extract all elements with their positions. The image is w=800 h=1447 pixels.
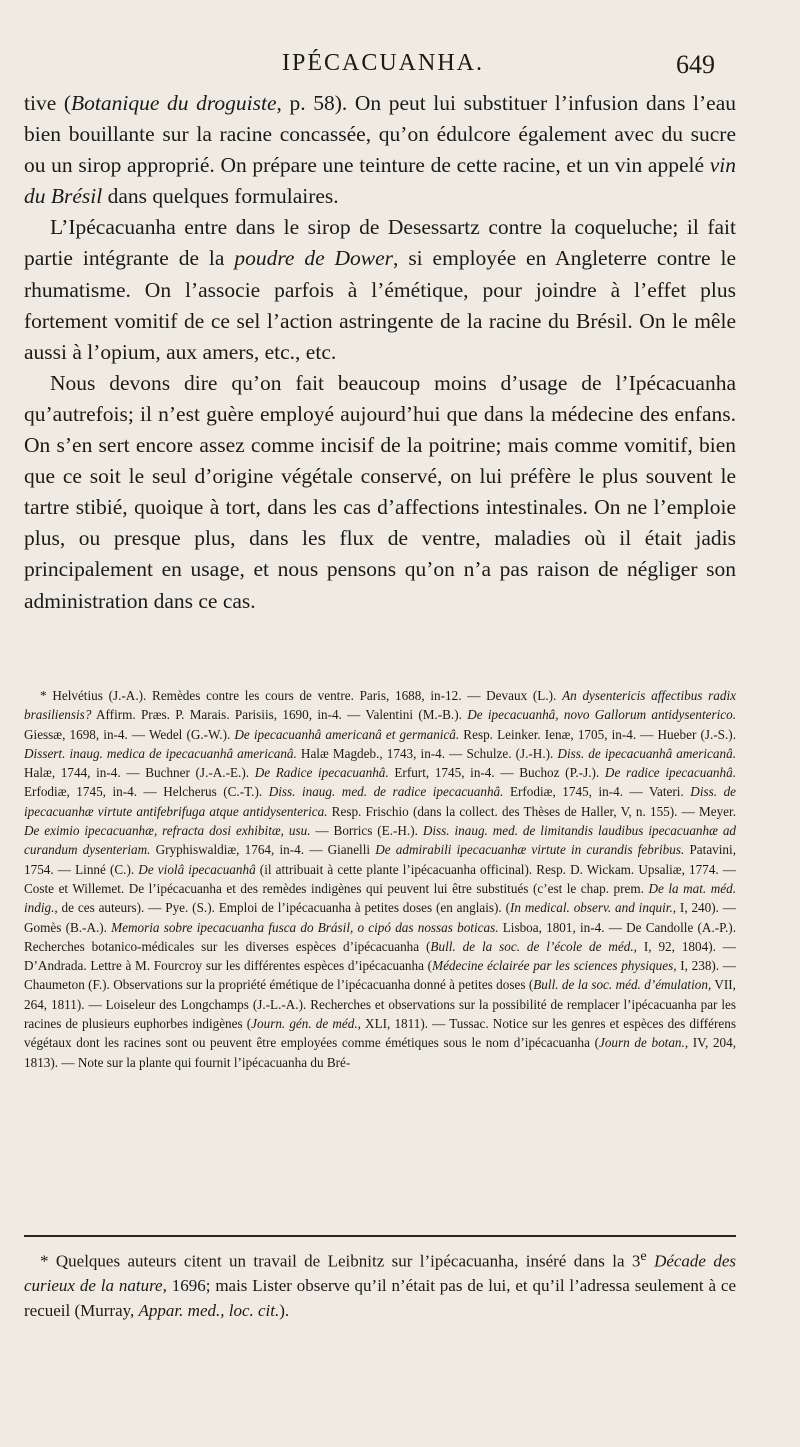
text-run: , si employée en Angleterre contre le rhumatisme. On l’associe parfois à l’émétique, pour joindre à l’effet plus fortement vomitif de ce sel l’action astringente de la racine du Brésil. On le mêle aussi à l’opium, aux amers, etc., etc. [24,246,736,364]
text-run: Lisboa, 1801, in-4. — De Candolle (A.-P.). Recherches botanico-médicales sur les diverses espèces d’ipécacuanha ( [24,919,736,954]
italic-title: Journ de botan., [598,1035,689,1051]
italic-title: De la mat. méd. indig., [24,880,736,916]
footnote-separator [24,1235,736,1237]
italic-title: Bull. de la soc. méd. d’émulation, [533,977,712,993]
text-run: IV, 204, 1813). — Note sur la plante qui fournit l’ipécacuanha du Bré- [24,1035,736,1070]
text-run: I, 92, 1804). — D’Andrada. Lettre à M. Fourcroy sur les différentes espèces d’ipécacuanha ( [24,938,736,974]
text-run: VII, 264, 1811). — Loiseleur des Longchamps (J.-L.-A.). Recherches et observations sur la possibilité de remplacer l’ipécacuanha par les racines de plusieurs euphorbes indigènes ( [24,977,736,1032]
main-text [24,88,736,617]
text-run: * Helvétius (J.-A.). Remèdes contre les cours de ventre. Paris, 1688, in-12. — Devaux (L.). [40,688,563,703]
italic-title: Diss. inaug. med. de limitandis laudibus ipecacuanhæ ad curandum dysenteriam. [24,823,737,858]
superscript: e [640,1248,647,1264]
paragraph-3 [24,368,736,617]
running-title: IPÉCACUANHA. [282,50,485,76]
italic-title: De admirabili ipecacuanhæ virtute in curandis febribus. [375,842,685,858]
italic-title: De ipecacuanhâ, novo Gallorum antidysenterico. [467,707,736,723]
footnote-paragraph [24,1244,736,1323]
text-run: Resp. Leinker. Ienæ, 1705, in-4. — Hueber (J.-S.). [459,726,736,742]
italic-term: poudre de Dower [234,246,394,271]
italic-title: Journ. gén. de méd., [251,1016,361,1032]
text-run: dans quelques formulaires. [102,184,339,209]
italic-title: De ipecacuanhâ americanâ et germanicâ. [234,726,460,742]
footnote [24,1244,736,1323]
text-run: Nous devons dire qu’on fait beaucoup moins d’usage de l’Ipécacuanha qu’autrefois; il n’est guère employé aujourd’hui que dans la médecine des enfans. On s’en sert encore assez comme incisif de la poitrine; mais comme vomitif, bien que ce soit le seul d’origine végétale conservé, on lui préfère le plus souvent le tartre stibié, quoique à tort, dans les cas d’affections intestinales. On ne l’emploie plus, ou presque plus, dans les flux de ventre, maladies où il était jadis principalement en usage, et nous pensons qu’on n’a pas raison de négliger son administration dans ce cas. [24,370,736,613]
italic-title: Bull. de la soc. de l’école de méd., [430,938,637,954]
page-number: 649 [676,50,715,79]
text-run [647,1252,654,1271]
text-run: I, 240). — Gomès (B.-A.). [24,900,736,935]
text-run: Erfodiæ, 1745, in-4. — Helcherus (C.-T.). [24,784,269,800]
text-run: I, 238). — Chaumeton (F.). Observations sur la propriété émétique de l’ipécacuanha donné à petites doses ( [24,958,736,993]
text-run: , p. 58). On peut lui substituer l’infusion dans l’eau bien bouillante sur la racine concassée, qu’on édulcore également avec du sucre ou un sirop approprié. On prépare une teinture de cette racine, et un vin appelé [24,91,736,178]
italic-title: Décade des curieux de la nature, [24,1251,737,1296]
text-run: Erfodiæ, 1745, in-4. — Vateri. [503,784,691,800]
text-run: Halæ, 1744, in-4. — Buchner (J.-A.-E.). [24,765,255,781]
bibliography-notes [24,686,736,1072]
text-run: Erfurt, 1745, in-4. — Buchoz (P.-J.). [388,765,605,781]
text-run: L’Ipécacuanha entre dans le sirop de Desessartz contre la coqueluche; il fait partie intégrante de la [24,215,736,271]
page-header [0,50,800,90]
text-run: — Borrics (E.-H.). [310,823,423,839]
text-run: Gryphiswaldiæ, 1764, in-4. — Gianelli [150,842,376,858]
paragraph-2 [24,212,736,367]
italic-title: De violâ ipecacuanhâ [138,861,256,877]
bibliography-paragraph [24,686,736,1072]
text-run: 1696; mais Lister observe qu’il n’était pas de lui, et qu’il l’adressa seulement à ce recueil (Murray, [24,1276,736,1320]
text-run: ). [279,1300,290,1320]
italic-title: Diss. de ipecacuanhâ americanâ. [557,745,736,761]
italic-title: Memoria sobre ipecacuanha fusca do Brásil, o cipó das nossas boticas. [111,919,499,935]
text-run: Patavini, 1754. — Linné (C.). [24,842,736,877]
italic-title: Dissert. inaug. medica de ipecacuanhâ americanâ. [24,745,297,761]
italic-title: Diss. inaug. med. de radice ipecacuanhâ. [268,784,504,800]
italic-title: De radice ipecacuanhâ. [604,765,737,781]
text-run: Resp. Frischio (dans la collect. des Thèses de Haller, V, n. 155). — Meyer. [327,803,736,819]
italic-title: An dysentericis affectibus radix brasiliensis? [24,688,736,723]
text-run: Halæ Magdeb., 1743, in-4. — Schulze. (J.-H.). [296,745,558,761]
italic-title: In medical. observ. and inquir., [509,900,677,916]
text-run: de ces auteurs). — Pye. (S.). Emploi de l’ipécacuanha à petites doses (en anglais). ( [57,900,510,916]
italic-title: Appar. med., loc. cit. [138,1300,280,1320]
italic-term: vin du Brésil [24,153,736,209]
text-run: Giessæ, 1698, in-4. — Wedel (G.-W.). [24,726,235,742]
text-run: Affirm. Præs. P. Marais. Parisiis, 1690, in-4. — Valentini (M.-B.). [91,707,468,723]
italic-title: De Radice ipecacuanhâ. [254,765,389,781]
italic-title: De eximio ipecacuanhæ, refracta dosi exhibitæ, usu. [24,823,311,839]
text-run: tive ( [24,91,71,115]
text-run: * Quelques auteurs citent un travail de Leibnitz sur l’ipécacuanha, inséré dans la 3 [40,1251,641,1271]
text-run: (il attribuait à cette plante l’ipécacuanha officinal). Resp. D. Wickam. Upsaliæ, 1774. — Coste et Willemet. De l’ipécacuanha et des remèdes indigènes qui peuvent lui être substitués (c’est le chap. prem. [24,861,736,896]
italic-title: Botanique du droguiste [71,91,277,115]
text-run: XLI, 1811). — Tussac. Notice sur les genres et espèces des différens végétaux dont les racines sont ou peuvent être employées comme émétiques sous le nom d’ipécacuanha ( [24,1016,736,1051]
italic-title: Diss. de ipecacuanhæ virtute antifebrifuga atque antidysenterica. [24,784,737,819]
italic-title: Médecine éclairée par les sciences physiques, [432,958,677,974]
paragraph-1 [24,88,736,212]
